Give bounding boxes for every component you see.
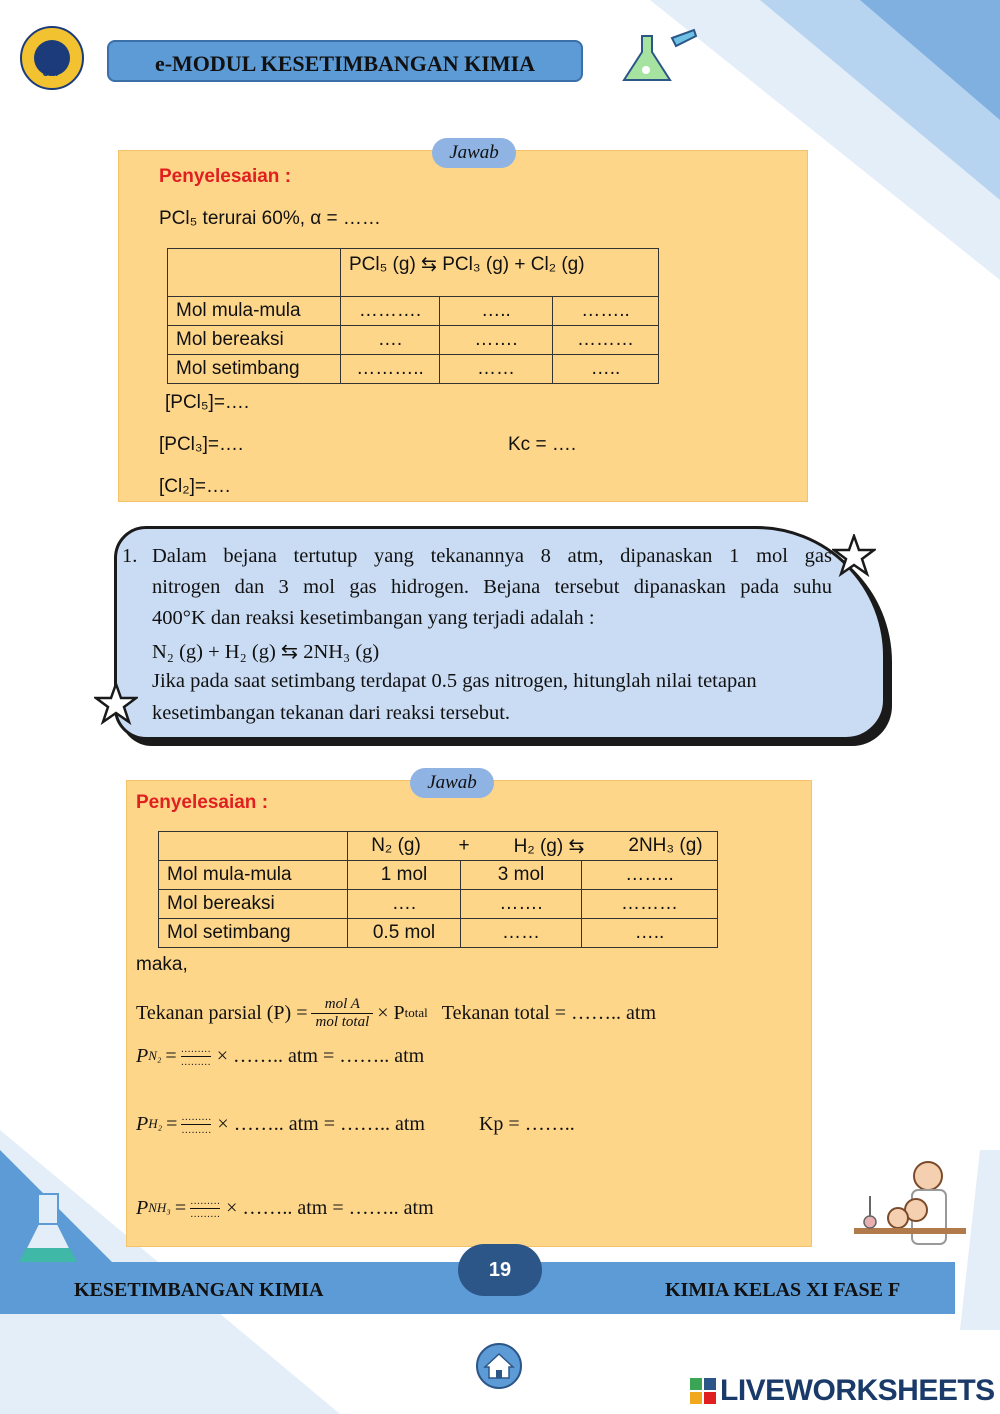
table-row	[168, 355, 659, 384]
blank-cell[interactable]: ………	[582, 890, 718, 919]
pn2-calculation[interactable]: P N₂ = ……… ……… × …….. atm = …….. atm	[136, 1043, 425, 1068]
table-row	[159, 861, 718, 890]
fraction-denominator[interactable]: ………	[180, 1056, 211, 1068]
equilibrium-table-1	[167, 248, 659, 384]
cl2-concentration[interactable]: [Cl₂]=….	[159, 476, 231, 497]
kp-value[interactable]: Kp = ……..	[478, 1112, 575, 1135]
value-cell: 3 mol	[461, 861, 582, 890]
blank-cell[interactable]: …….	[461, 890, 582, 919]
calc-rest[interactable]: × …….. atm = …….. atm	[216, 1044, 425, 1067]
blank-cell[interactable]: ……….	[341, 297, 440, 326]
question-line: kesetimbangan tekanan dari reaksi tersebut.	[152, 702, 511, 724]
row-label: Mol bereaksi	[168, 326, 341, 355]
star-icon	[832, 534, 876, 578]
star-icon	[94, 682, 138, 726]
table-row	[168, 326, 659, 355]
jawab-badge-2: Jawab	[410, 768, 494, 798]
blank-fraction[interactable]	[181, 1044, 211, 1069]
row-label: Mol mula-mula	[168, 297, 341, 326]
blank-cell[interactable]: ….	[341, 326, 440, 355]
blank-cell[interactable]: ………..	[341, 355, 440, 384]
ph2-calculation[interactable]: P H₂ = ……… ……… × …….. atm = …….. atm Kp = ……..	[136, 1111, 575, 1136]
blank-cell[interactable]: ………	[553, 326, 659, 355]
blank-cell[interactable]: …..	[553, 355, 659, 384]
fraction-denominator[interactable]: ………	[181, 1124, 212, 1136]
row-label: Mol mula-mula	[159, 861, 348, 890]
fraction-numerator[interactable]: ………	[190, 1195, 221, 1207]
liveworksheets-logo	[690, 1374, 995, 1408]
brand-name: LIVEWORKSHEETS	[720, 1374, 995, 1407]
plus-sign: +	[458, 834, 470, 856]
fraction-numerator[interactable]: ………	[181, 1111, 212, 1123]
calc-rest[interactable]: × …….. atm = …….. atm	[217, 1112, 425, 1135]
module-title: e-MODUL KESETIMBANGAN KIMIA	[154, 51, 536, 76]
p-symbol: P	[136, 1196, 149, 1219]
blank-cell[interactable]: …..	[440, 297, 553, 326]
home-button[interactable]	[476, 1343, 522, 1389]
question-line: Jika pada saat setimbang terdapat 0.5 gas nitrogen, hitunglah nilai tetapan	[152, 670, 757, 692]
reaction-header	[348, 832, 718, 861]
nh3-subscript: NH₃	[148, 1200, 171, 1215]
question-number: 1.	[122, 545, 138, 567]
brand-icon	[690, 1378, 716, 1404]
fraction-numerator[interactable]: ………	[180, 1043, 211, 1055]
university-logo	[20, 26, 84, 90]
pcl3-concentration[interactable]: [PCl₃]=….	[159, 434, 244, 455]
p-symbol: P	[136, 1044, 149, 1067]
question-line: nitrogen dan 3 mol gas hidrogen. Bejana tersebut dipanaskan pada suhu	[152, 576, 832, 598]
species-nh3: 2NH₃ (g)	[628, 834, 703, 856]
partial-pressure-formula	[136, 990, 656, 1036]
blank-cell[interactable]: ……..	[582, 861, 718, 890]
species-n2: N₂ (g)	[371, 834, 421, 856]
row-label: Mol bereaksi	[159, 890, 348, 919]
solution-heading-2: Penyelesaian :	[136, 792, 269, 813]
h2-subscript: H₂	[148, 1116, 163, 1131]
blank-cell[interactable]: ……..	[553, 297, 659, 326]
kc-value[interactable]: Kc = ….	[508, 434, 577, 455]
table-corner	[159, 832, 348, 861]
table-header-row	[159, 832, 718, 861]
dissociation-text: PCl₅ terurai 60%, α = ……	[159, 208, 381, 229]
scientists-illustration	[846, 1156, 976, 1266]
table-row	[159, 890, 718, 919]
mole-fraction	[311, 996, 373, 1031]
question-line: 400°K dan reaksi kesetimbangan yang terjadi adalah :	[152, 607, 595, 629]
row-label: Mol setimbang	[168, 355, 341, 384]
value-cell: 0.5 mol	[348, 919, 461, 948]
p-symbol: P	[136, 1112, 149, 1135]
table-row	[159, 919, 718, 948]
fraction-numerator: mol A	[324, 995, 360, 1012]
reaction-header: PCl₅ (g) ⇆ PCl₃ (g) + Cl₂ (g)	[341, 249, 659, 297]
question-line: Dalam bejana tertutup yang tekanannya 8 atm, dipanaskan 1 mol gas	[152, 545, 832, 567]
jawab-badge-1: Jawab	[432, 138, 516, 168]
times-ptotal: × P	[377, 1001, 405, 1024]
logo-text: UNP	[42, 68, 62, 78]
module-title-bar	[107, 40, 583, 82]
pnh3-calculation[interactable]: P NH₃ = ……… ……… × …….. atm = …….. atm	[136, 1195, 434, 1220]
blank-cell[interactable]: ….	[348, 890, 461, 919]
page-number: 19	[458, 1244, 542, 1296]
fraction-denominator[interactable]: ………	[190, 1208, 221, 1220]
ptotal-subscript: total	[404, 1005, 428, 1020]
row-label: Mol setimbang	[159, 919, 348, 948]
blank-cell[interactable]: ……	[461, 919, 582, 948]
calc-rest[interactable]: × …….. atm = …….. atm	[226, 1196, 434, 1219]
footer-left-title: KESETIMBANGAN KIMIA	[74, 1279, 324, 1301]
fraction-denominator: mol total	[311, 1013, 373, 1031]
species-h2: H₂ (g) ⇆	[513, 835, 585, 857]
blank-cell[interactable]: …….	[440, 326, 553, 355]
partial-pressure-label: Tekanan parsial (P) =	[136, 1001, 308, 1024]
solution-heading-1: Penyelesaian :	[159, 166, 292, 187]
total-pressure[interactable]: Tekanan total = …….. atm	[441, 1001, 657, 1024]
pcl5-concentration[interactable]: [PCl₅]=….	[165, 392, 250, 413]
question-reaction: N₂ (g) + H₂ (g) ⇆ 2NH₃ (g)	[152, 641, 380, 663]
blank-cell[interactable]: …..	[582, 919, 718, 948]
maka-text: maka,	[136, 954, 188, 975]
home-icon	[478, 1345, 520, 1387]
table-corner	[168, 249, 341, 297]
footer-right-title: KIMIA KELAS XI FASE F	[665, 1279, 901, 1301]
value-cell: 1 mol	[348, 861, 461, 890]
flask-icon	[612, 28, 698, 92]
blank-fraction[interactable]	[190, 1196, 220, 1221]
blank-cell[interactable]: ……	[440, 355, 553, 384]
equilibrium-table-2	[158, 831, 718, 948]
blank-fraction[interactable]	[181, 1112, 211, 1137]
table-row	[168, 297, 659, 326]
n2-subscript: N₂	[148, 1048, 162, 1063]
